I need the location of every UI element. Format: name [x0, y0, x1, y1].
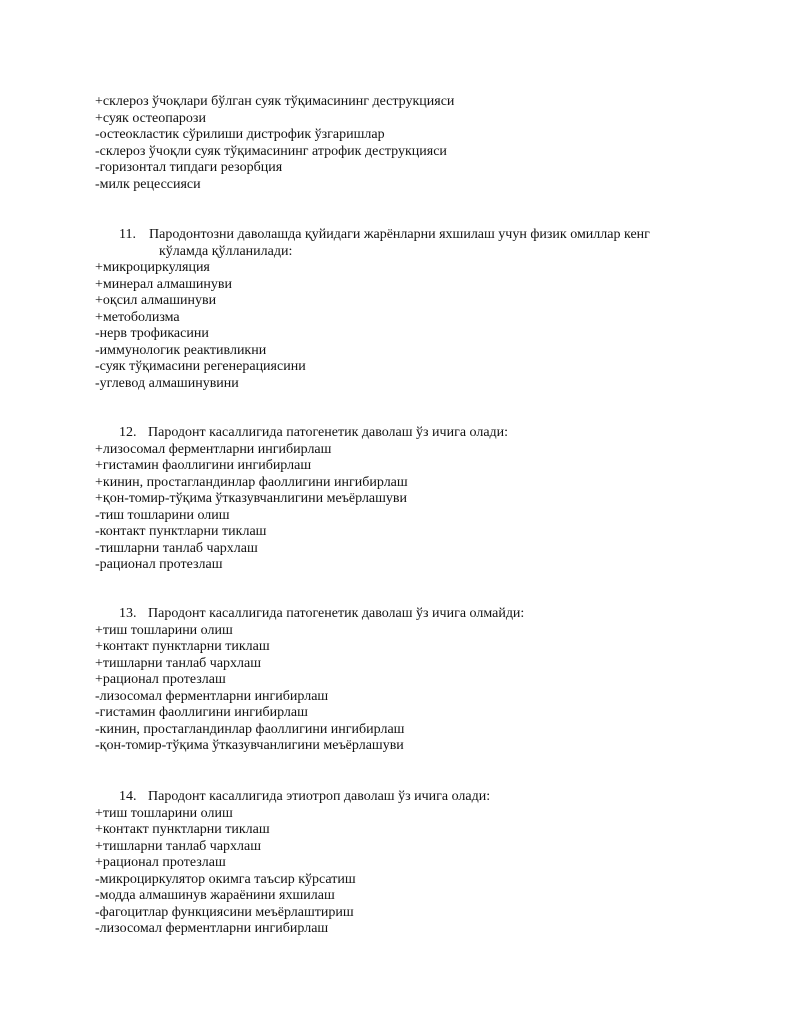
answer-option: +гистамин фаоллигини ингибирлаш [95, 458, 312, 473]
answer-option: -склероз ўчоқли суяк тўқимасининг атрофик деструкцияси [95, 143, 447, 159]
answer-option: +контакт пунктларни тиклаш [95, 822, 270, 837]
question-title [95, 606, 735, 623]
answer-option: +тиш тошларини олиш [95, 622, 233, 638]
answer-list [95, 623, 735, 755]
question-number: 13. [119, 606, 137, 621]
answer-option: +склероз ўчоқлари бўлган суяк тўқимасининг деструкцияси [95, 94, 455, 109]
answer-option: +контакт пунктларни тиклаш [95, 639, 270, 654]
question-number: 12. [119, 425, 137, 440]
answer-option: -милк рецессияси [95, 176, 201, 192]
answer-option: +суяк остеопарози [95, 110, 206, 126]
answer-list [95, 442, 735, 574]
question-title [95, 789, 735, 806]
question-11 [95, 227, 735, 392]
answer-option: +кинин, простагландинлар фаоллигини ингибирлаш [95, 474, 408, 490]
answer-list [95, 806, 735, 938]
question-title [95, 425, 735, 442]
answer-option: +рационал протезлаш [95, 855, 226, 870]
question-title [95, 227, 735, 260]
question-number: 14. [119, 789, 137, 804]
answer-option: +минерал алмашинуви [95, 276, 232, 292]
answer-option: -суяк тўқимасини регенерациясини [95, 359, 306, 374]
question-number: 11. [119, 227, 136, 242]
intro-answer-list [95, 94, 735, 193]
answer-option: +оқсил алмашинуви [95, 293, 217, 308]
answer-option: +рационал протезлаш [95, 672, 226, 687]
answer-option: -лизосомал ферментларни ингибирлаш [95, 921, 329, 936]
question-14 [95, 789, 735, 938]
answer-option: -рационал протезлаш [95, 557, 223, 572]
answer-list [95, 260, 735, 392]
answer-option: -нерв трофикасини [95, 326, 209, 341]
question-text-line-1: Пародонтозни даволашда қуйидаги жарёнларни яхшилаш учун физик омиллар кенг [149, 227, 650, 242]
question-text [95, 227, 735, 260]
answer-option: -остеокластик сўрилиши дистрофик ўзгаришлар [95, 127, 385, 142]
answer-option: -иммунологик реактивликни [95, 342, 267, 358]
answer-option: +тишларни танлаб чархлаш [95, 655, 262, 671]
answer-option: -микроциркулятор окимга таъсир кўрсатиш [95, 871, 356, 887]
answer-option: +қон-томир-тўқима ўтказувчанлигини меъёрлашуви [95, 491, 408, 506]
answer-option: -қон-томир-тўқима ўтказувчанлигини меъёрлашуви [95, 738, 404, 753]
question-text: Пародонт касаллигида этиотроп даволаш ўз ичига олади: [148, 789, 491, 804]
answer-option: +тиш тошларини олиш [95, 805, 233, 821]
answer-option: -горизонтал типдаги резорбция [95, 160, 283, 175]
question-13 [95, 606, 735, 755]
answer-option: +микроциркуляция [95, 260, 210, 275]
answer-option: -фагоцитлар функциясини меъёрлаштириш [95, 904, 354, 920]
answer-option: -лизосомал ферментларни ингибирлаш [95, 688, 329, 704]
answer-option: -углевод алмашинувини [95, 375, 239, 391]
answer-option: -модда алмашинув жараёнини яхшилаш [95, 888, 335, 903]
answer-option: +лизосомал ферментларни ингибирлаш [95, 441, 332, 457]
answer-option: -кинин, простагландинлар фаоллигини ингибирлаш [95, 721, 405, 737]
answer-option: -тиш тошларини олиш [95, 507, 230, 523]
question-text-line-2: кўламда қўлланилади: [159, 243, 293, 259]
answer-option: +тишларни танлаб чархлаш [95, 838, 262, 854]
answer-option: -тишларни танлаб чархлаш [95, 540, 258, 556]
answer-option: -гистамин фаоллигини ингибирлаш [95, 705, 308, 720]
question-text: Пародонт касаллигида патогенетик даволаш ўз ичига олмайди: [148, 606, 525, 621]
question-text: Пародонт касаллигида патогенетик даволаш ўз ичига олади: [148, 425, 509, 440]
answer-option: -контакт пунктларни тиклаш [95, 524, 267, 539]
question-12 [95, 425, 735, 574]
answer-option: +метоболизма [95, 309, 180, 325]
